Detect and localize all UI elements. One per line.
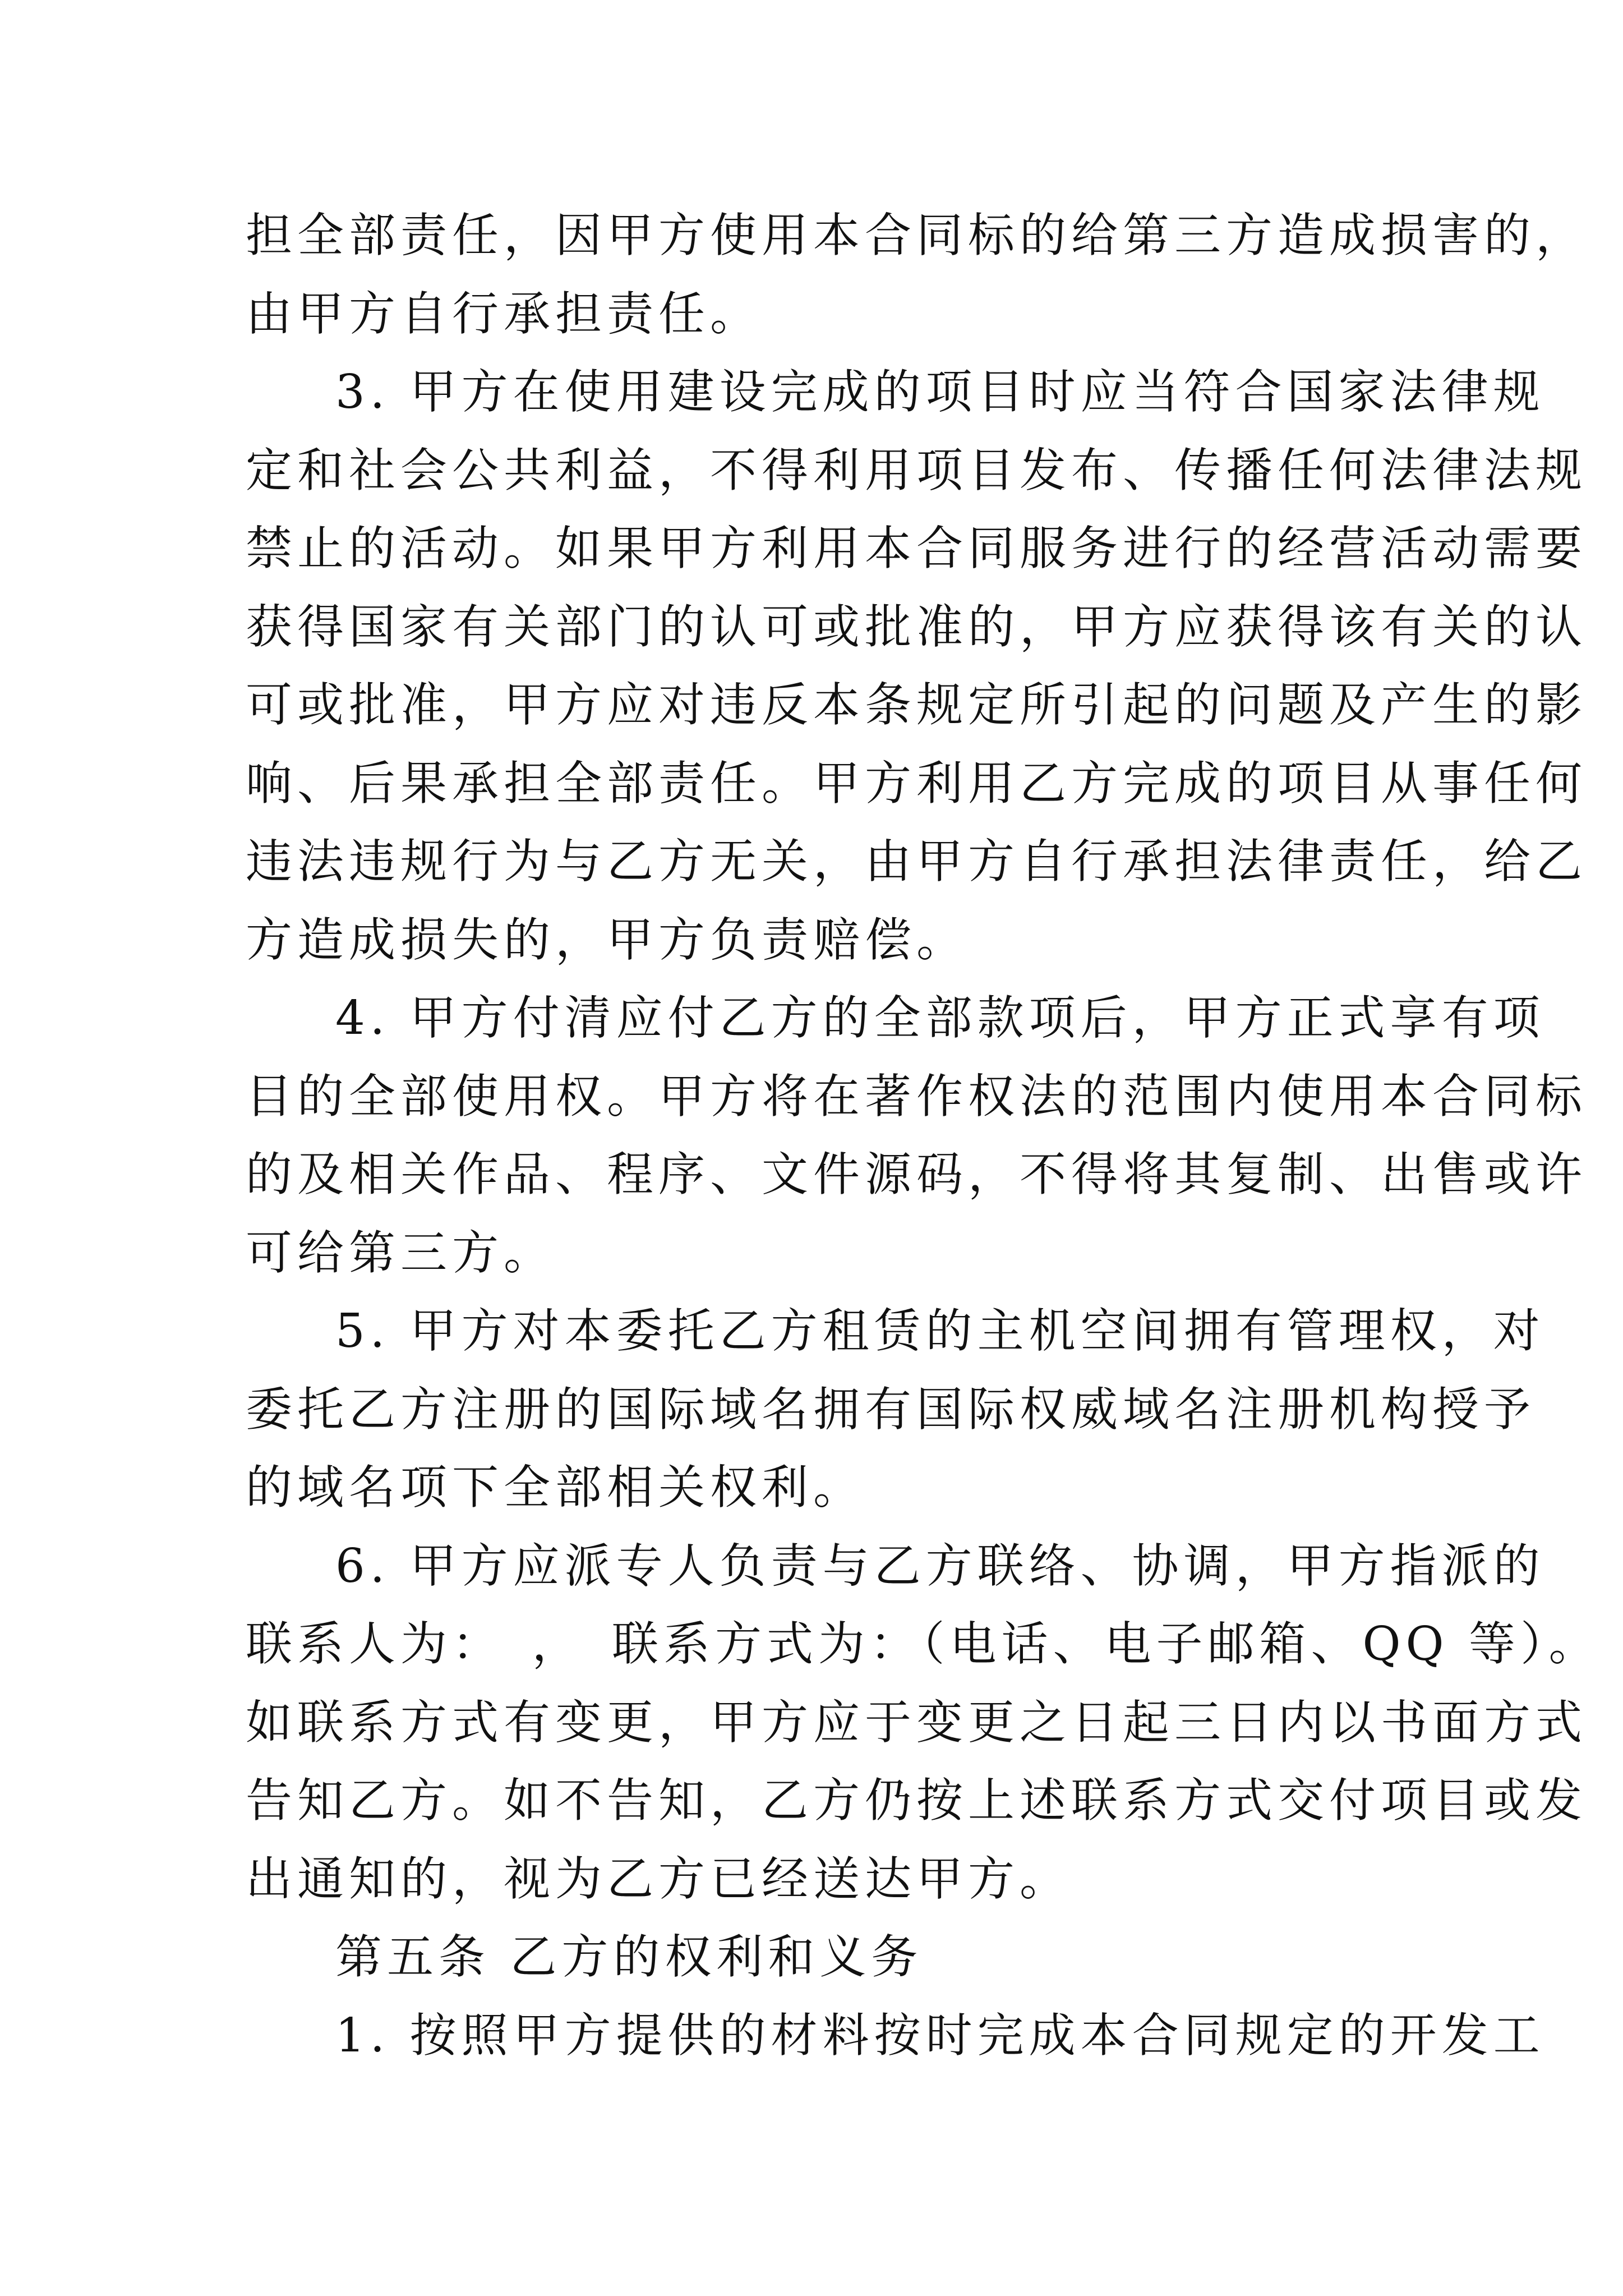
clause-6-start: 6. 甲方应派专人负责与乙方联络、协调，甲方指派的 [335,1538,1545,1593]
text-line-13: 的及相关作品、程序、文件源码，不得将其复制、出售或许 [246,1147,1587,1202]
text-line-19: 联系人为： ， 联系方式为：（电话、电子邮箱、QQ 等）。 [246,1617,1601,1671]
text-line-1: 担全部责任，因甲方使用本合同标的给第三方造成损害的， [246,208,1587,263]
text-line-14: 可给第三方。 [246,1225,555,1280]
clause-5-start: 5. 甲方对本委托乙方租赁的主机空间拥有管理权，对 [335,1304,1545,1358]
text-line-4: 定和社会公共利益，不得利用项目发布、传播任何法律法规 [246,443,1587,498]
text-line-2: 由甲方自行承担责任。 [246,286,762,341]
article-5-heading: 第五条 乙方的权利和义务 [335,1930,923,1984]
text-line-12: 目的全部使用权。甲方将在著作权法的范围内使用本合同标 [246,1069,1587,1124]
text-line-17: 的域名项下全部相关权利。 [246,1460,865,1515]
text-line-6: 获得国家有关部门的认可或批准的，甲方应获得该有关的认 [246,599,1587,654]
document-body [246,196,1601,2074]
text-line-9: 违法违规行为与乙方无关，由甲方自行承担法律责任，给乙 [246,834,1587,889]
text-line-20: 如联系方式有变更，甲方应于变更之日起三日内以书面方式 [246,1695,1587,1750]
clause-4-start: 4. 甲方付清应付乙方的全部款项后，甲方正式享有项 [335,991,1545,1045]
clause-3-start: 3. 甲方在使用建设完成的项目时应当符合国家法律规 [335,365,1545,419]
text-line-21: 告知乙方。如不告知，乙方仍按上述联系方式交付项目或发 [246,1773,1587,1828]
text-line-22: 出通知的，视为乙方已经送达甲方。 [246,1851,1071,1906]
text-line-10: 方造成损失的，甲方负责赔偿。 [246,912,968,967]
text-line-5: 禁止的活动。如果甲方利用本合同服务进行的经营活动需要 [246,521,1587,576]
article-5-clause-1-start: 1. 按照甲方提供的材料按时完成本合同规定的开发工 [335,2008,1545,2063]
text-line-16: 委托乙方注册的国际域名拥有国际权威域名注册机构授予 [246,1382,1536,1437]
text-line-7: 可或批准，甲方应对违反本条规定所引起的问题及产生的影 [246,678,1587,732]
text-line-8: 响、后果承担全部责任。甲方利用乙方完成的项目从事任何 [246,756,1587,811]
